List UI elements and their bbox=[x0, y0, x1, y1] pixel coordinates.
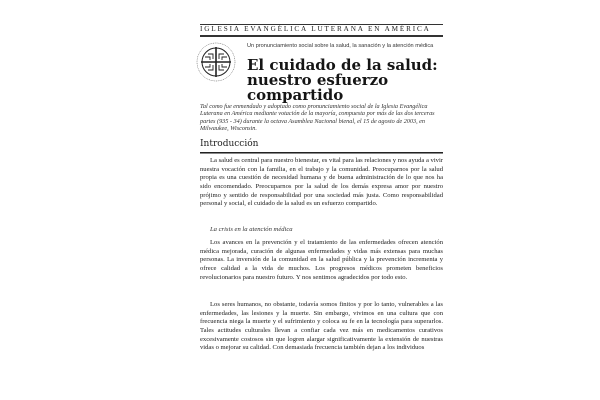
paragraph-3 bbox=[200, 301, 443, 353]
statement-kicker: Un pronunciamiento social sobre la salud, la sanación y la atención médica bbox=[247, 43, 434, 49]
document-page bbox=[200, 0, 443, 400]
adoption-note: Tal como fue enmendado y adoptado como pronunciamiento social de la Iglesia Evangélica Luterana en América mediante votación de la mayoría, compuesta por más de las dos terceras partes (935 - 34) durante la octava Asamblea Nacional bienal, el 15 de agosto de 2003, en Milwaukee, Wisconsin. bbox=[200, 103, 435, 133]
masthead-rule bbox=[200, 35, 443, 37]
document-title: El cuidado de la salud: nuestro esfuerzo compartido bbox=[247, 56, 438, 104]
masthead-organization: IGLESIA EVANGÉLICA LUTERANA EN AMÉRICA bbox=[200, 25, 431, 33]
paragraph-1 bbox=[200, 157, 443, 209]
paragraph-3-text: Los seres humanos, no obstante, todavía somos finitos y por lo tanto, vulnerables a las enfermedades, las lesiones y la muerte. Sin embargo, vivimos en una cultura que con frecuencia niega la muerte y el sufrimiento y coloca su fe en la tecnología para superarlos. Tales actitudes culturales llevan a confiar cada vez más en medicamentos curativos excesivamente costosos sin que logren alargar significativamente la extensión de nuestras vidas o mejorar su calidad. Con demasiada frecuencia también dejan a los individuos bbox=[200, 301, 443, 352]
paragraph-2-text: Los avances en la prevención y el tratamiento de las enfermedades ofrecen atención médica mejorada, curación de algunas enfermedades y vidas más extensas para muchas personas. La inversión de la comunidad en la salud pública y la prevención incrementa y ofrece calidad a la vida de muchos. Los progresos médicos prometen beneficios revolucionarios para nuestro futuro. Y nos sentimos agradecidos por todo esto. bbox=[200, 239, 443, 281]
section-rule bbox=[200, 152, 443, 154]
paragraph-2 bbox=[200, 239, 443, 282]
subheading: La crisis en la atención médica bbox=[210, 226, 293, 233]
elca-cross-emblem-icon bbox=[196, 42, 236, 82]
paragraph-1-text: La salud es central para nuestro bienestar, es vital para las relaciones y nos ayuda a vivir nuestra vocación con la familia, en el trabajo y la comunidad. Preocuparnos por la salud propia es una cuestión de necesidad humana y de buena administración de lo que nos ha sido encomendado. Preocuparnos por la salud de los demás expresa amor por nuestro prójimo y sentido de responsabilidad por una sociedad más justa. Como responsabilidad personal y social, el cuidado de la salud es un esfuerzo compartido. bbox=[200, 157, 443, 208]
section-heading: Introducción bbox=[200, 139, 259, 149]
